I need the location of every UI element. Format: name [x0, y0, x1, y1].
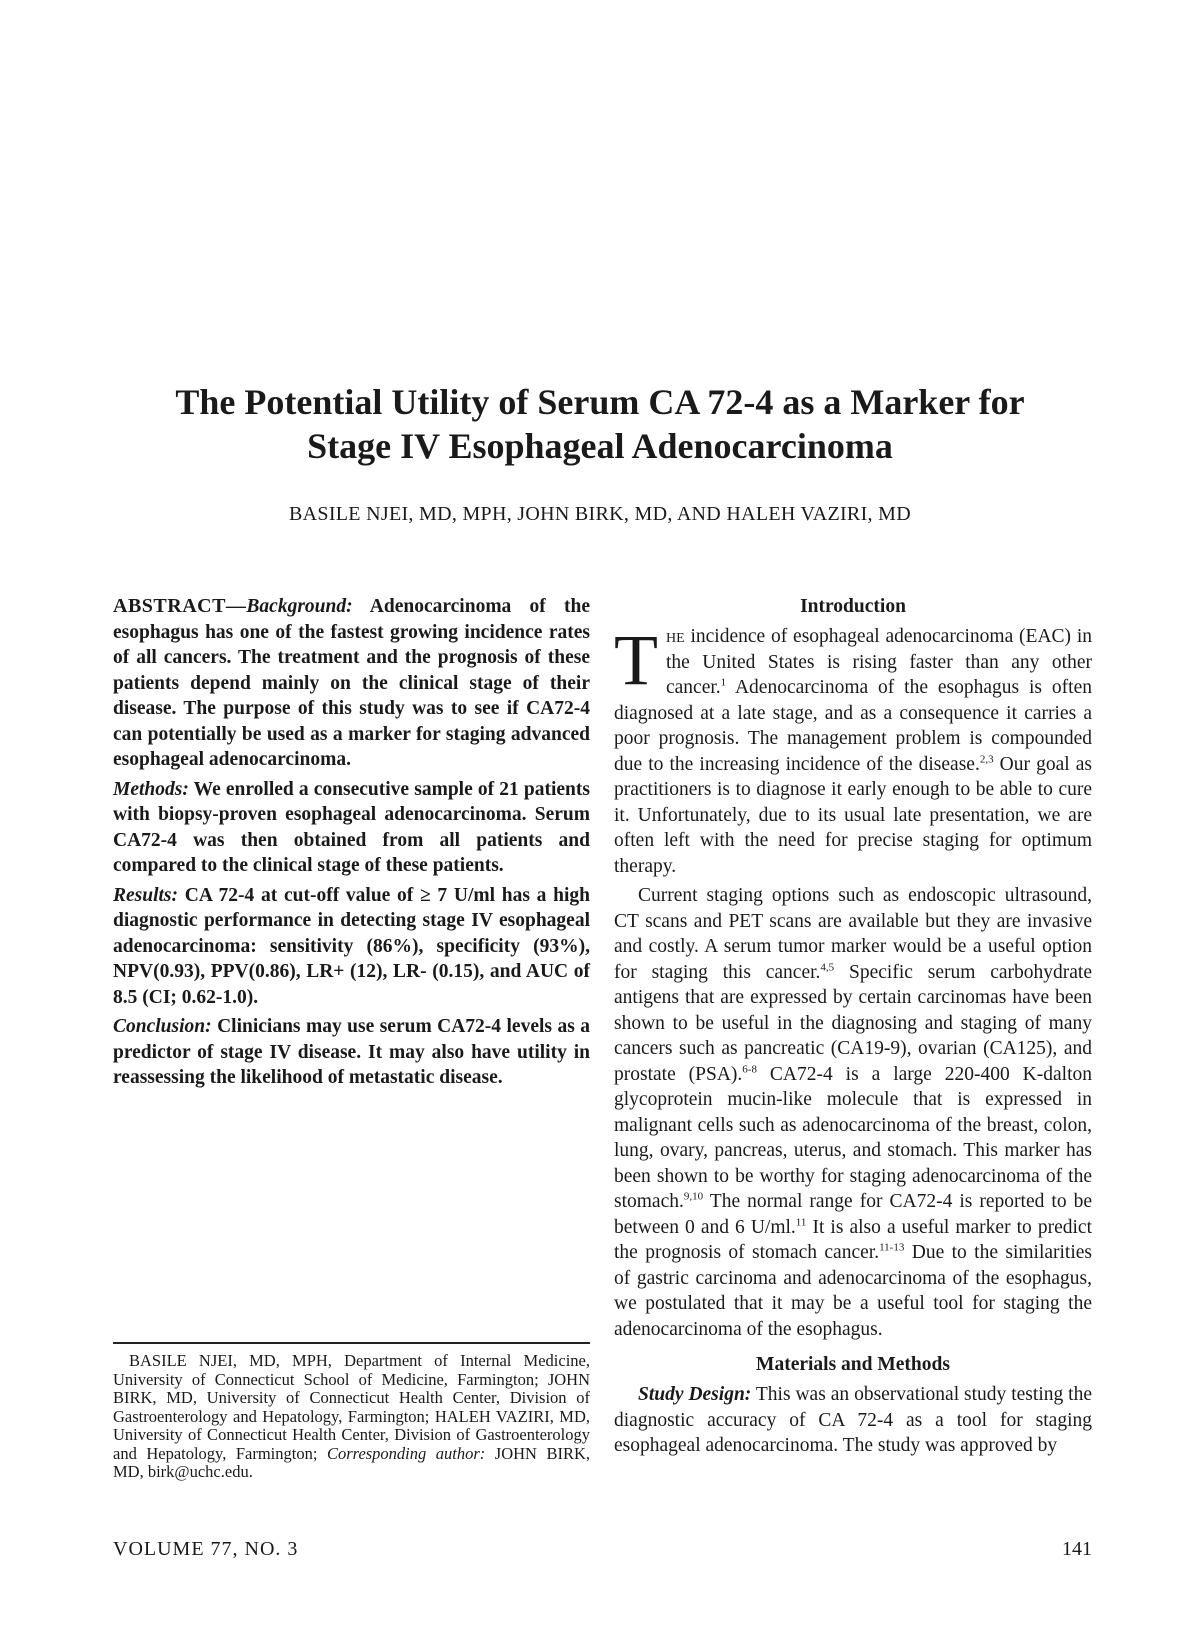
abstract-background — [113, 594, 590, 773]
footnote-text: BASILE NJEI, MD, MPH, Department of Internal Medicine, University of Connecticut School of Medicine, Farmington; JOHN BIRK, MD, University of Connecticut Health Center, Division of Gastroenterology and Hepatology, Farmington; HALEH VAZIRI, MD, University of Connecticut Health Center, Division of Gastroenterology and Hepatology, Farmington; — [113, 1351, 590, 1463]
abstract-conclusion — [113, 1014, 590, 1091]
page-number: 141 — [1062, 1538, 1092, 1560]
drop-cap: T — [614, 620, 658, 700]
intro-paragraph-1: The incidence of esophageal adenocarcinoma (EAC) in the United States is rising faster than any other cancer.$^1$ Adenocarcinoma of the esophagus is often diagnosed at a late stage, and as a consequence it carries a poor prognosis. The management problem is compounded due to the increasing incidence of the disease.$^{2,3}$ Our goal as practitioners is to diagnose it early enough to be able to cure it. Unfortunately, due to its usual late presentation, we are often left with the need for precise staging for optimum therapy. — [614, 620, 1092, 877]
intro-paragraph-2: Current staging options such as endoscopic ultrasound, CT scans and PET scans are available but they are invasive and costly. A serum tumor marker would be a useful option for staging this cancer.$^{4,5}$ Specific serum carbohydrate antigens that are expressed by certain carcinomas have been shown to be useful in the diagnosing and staging of many cancers such as pancreatic (CA19-9), ovarian (CA125), and prostate (PSA).$^{6-8}$ CA72-4 is a large 220-400 K-dalton glycoprotein mucin-like molecule that is expressed in malignant cells such as adenocarcinoma of the breast, colon, lung, ovary, pancreas, uterus, and stomach. This marker has been shown to be worthy for staging adenocarcinoma of the stomach.$^{9,10}$ The normal range for CA72-4 is reported to be between 0 and 6 U/ml.$^{11}$ It is also a useful marker to predict the prognosis of stomach cancer.$^{11-13}$ Due to the similarities of gastric carcinoma and adenocarcinoma of the esophagus, we postulated that it may be a useful tool for staging the adenocarcinoma of the esophagus. — [614, 885, 1093, 1340]
methods-heading: Materials and Methods — [756, 1354, 950, 1375]
title-line-2: Stage IV Esophageal Adenocarcinoma — [307, 426, 893, 466]
results-label: Results: — [113, 884, 179, 906]
author-affiliations-footnote — [113, 1342, 590, 1482]
abstract-methods — [113, 777, 590, 879]
article-title — [100, 380, 1100, 468]
abstract-results — [113, 883, 590, 1011]
body-column — [614, 594, 1092, 1459]
conclusion-label: Conclusion: — [113, 1016, 212, 1037]
abstract-column — [113, 594, 590, 1095]
small-caps-lead: he — [665, 626, 685, 647]
results-text: CA 72-4 at cut-off value of ≥ 7 U/ml has a high diagnostic performance in detecting stage IV esophageal adenocarcinoma: sensitivity (86%), specificity (93%), NPV(0.93), PPV(0.86), LR+ (12), LR- (0.15), and AUC of 8.5 (CI; 0.62-1.0). — [113, 884, 590, 1008]
volume-label: VOLUME 77, NO. 3 — [113, 1538, 299, 1560]
methods-paragraph: Study Design: This was an observational study testing the diagnostic accuracy of CA 72-4 as a tool for staging esophageal adenocarcinoma. The study was approved by — [614, 1384, 1092, 1456]
corresponding-label: Corresponding author: — [326, 1443, 486, 1463]
study-design-label: Study Design: — [638, 1384, 752, 1405]
methods-text: We enrolled a consecutive sample of 21 patients with biopsy-proven esophageal adenocarcinoma. Serum CA72-4 was then obtained from all patients and compared to the clinical stage of these patients. — [113, 778, 590, 876]
title-line-1: The Potential Utility of Serum CA 72-4 as a Marker for — [175, 382, 1025, 422]
abstract-lead: ABSTRACT— — [113, 595, 247, 617]
corresponding-text: JOHN BIRK, MD, birk@uchc.edu. — [113, 1443, 590, 1481]
author-list: BASILE NJEI, MD, MPH, JOHN BIRK, MD, AND HALEH VAZIRI, MD — [289, 503, 911, 525]
background-text: Adenocarcinoma of the esophagus has one of the fastest growing incidence rates of all cancers. The treatment and the prognosis of these patients depend mainly on the clinical stage of their disease. The purpose of this study was to see if CA72-4 can potentially be used as a marker for staging advanced esophageal adenocarcinoma. — [113, 596, 590, 770]
background-label: Background: — [246, 596, 353, 617]
conclusion-text: Clinicians may use serum CA72-4 levels as a predictor of stage IV disease. It may also have utility in reassessing the likelihood of metastatic disease. — [113, 1016, 590, 1088]
methods-label: Methods: — [113, 778, 189, 800]
introduction-heading: Introduction — [800, 596, 906, 617]
